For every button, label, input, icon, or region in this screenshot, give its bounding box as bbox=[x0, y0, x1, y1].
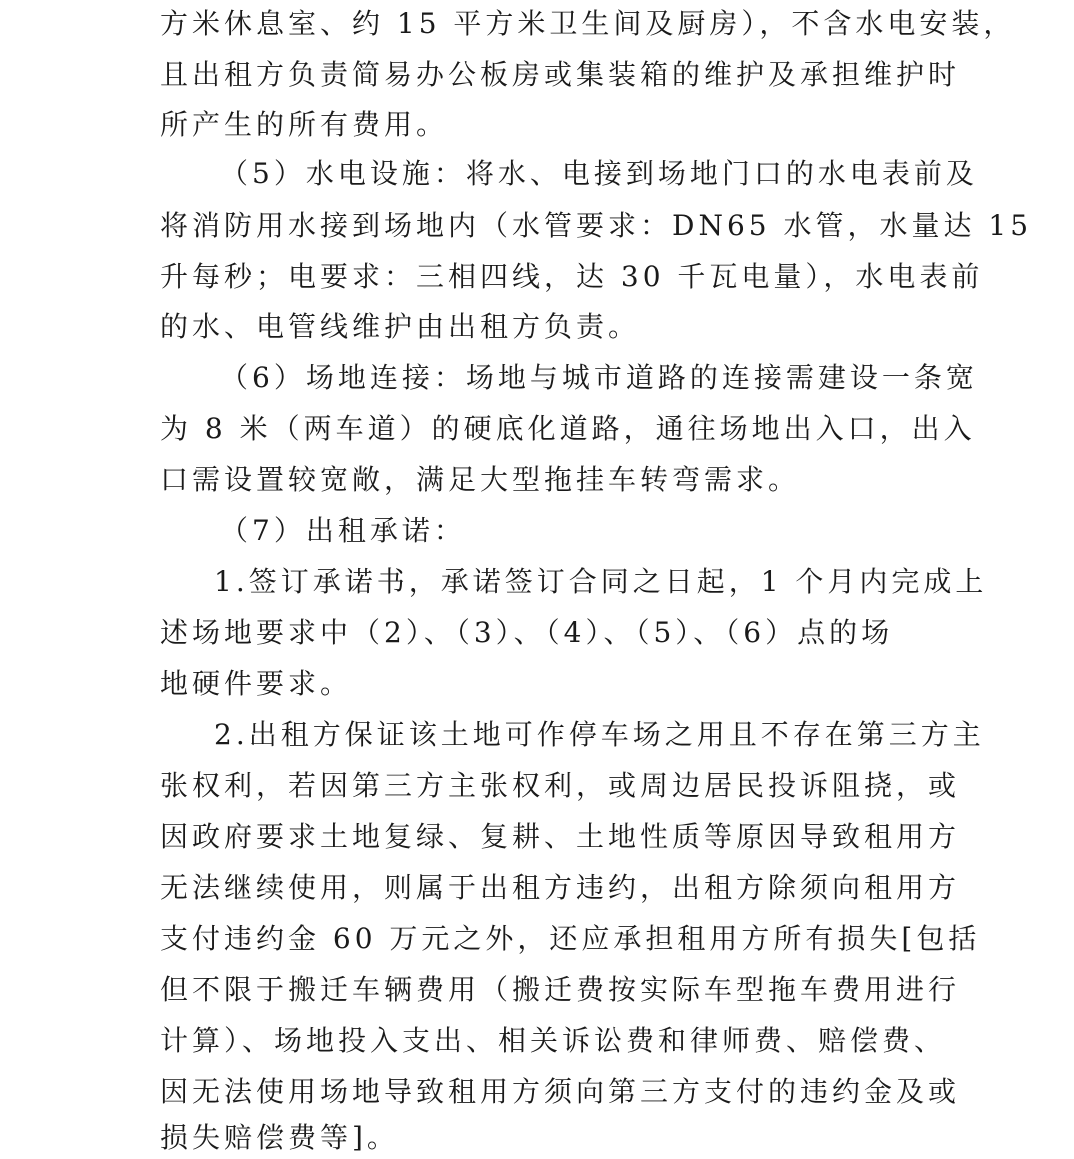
text-line: 为 8 米（两车道）的硬底化道路，通往场地出入口，出入 bbox=[160, 412, 976, 445]
text-line: 升每秒；电要求：三相四线，达 30 千瓦电量），水电表前 bbox=[160, 260, 984, 293]
text-line: 口需设置较宽敞，满足大型拖挂车转弯需求。 bbox=[160, 463, 801, 496]
text-line: 将消防用水接到场地内（水管要求：DN65 水管，水量达 15 bbox=[160, 209, 1033, 242]
text-line: 无法继续使用，则属于出租方违约，出租方除须向租用方 bbox=[160, 871, 961, 904]
text-line: 损失赔偿费等]。 bbox=[160, 1121, 399, 1154]
text-line: 计算）、场地投入支出、相关诉讼费和律师费、赔偿费、 bbox=[160, 1024, 947, 1057]
paragraph-5-heading-line: （5）水电设施：将水、电接到场地门口的水电表前及 bbox=[220, 157, 978, 190]
item-2-line: 2.出租方保证该土地可作停车场之用且不存在第三方主 bbox=[214, 718, 985, 751]
text-line: 的水、电管线维护由出租方负责。 bbox=[160, 310, 641, 343]
text-line: 且出租方负责简易办公板房或集装箱的维护及承担维护时 bbox=[160, 58, 961, 91]
text-line: 述场地要求中（2）、（3）、（4）、（5）、（6）点的场 bbox=[160, 616, 894, 649]
text-line: 所产生的所有费用。 bbox=[160, 108, 449, 141]
text-line: 因政府要求土地复绿、复耕、土地性质等原因导致租用方 bbox=[160, 820, 961, 853]
text-line: 但不限于搬迁车辆费用（搬迁费按实际车型拖车费用进行 bbox=[160, 973, 961, 1006]
item-1-line: 1.签订承诺书，承诺签订合同之日起，1 个月内完成上 bbox=[214, 565, 988, 598]
text-line: 支付违约金 60 万元之外，还应承担租用方所有损失[包括 bbox=[160, 922, 981, 955]
paragraph-6-heading-line: （6）场地连接：场地与城市道路的连接需建设一条宽 bbox=[220, 361, 978, 394]
paragraph-7-heading-line: （7）出租承诺： bbox=[220, 514, 466, 547]
text-line: 方米休息室、约 15 平方米卫生间及厨房），不含水电安装， bbox=[160, 7, 1016, 40]
text-line: 张权利，若因第三方主张权利，或周边居民投诉阻挠，或 bbox=[160, 769, 961, 802]
text-line: 因无法使用场地导致租用方须向第三方支付的违约金及或 bbox=[160, 1075, 961, 1108]
text-line: 地硬件要求。 bbox=[160, 667, 353, 700]
